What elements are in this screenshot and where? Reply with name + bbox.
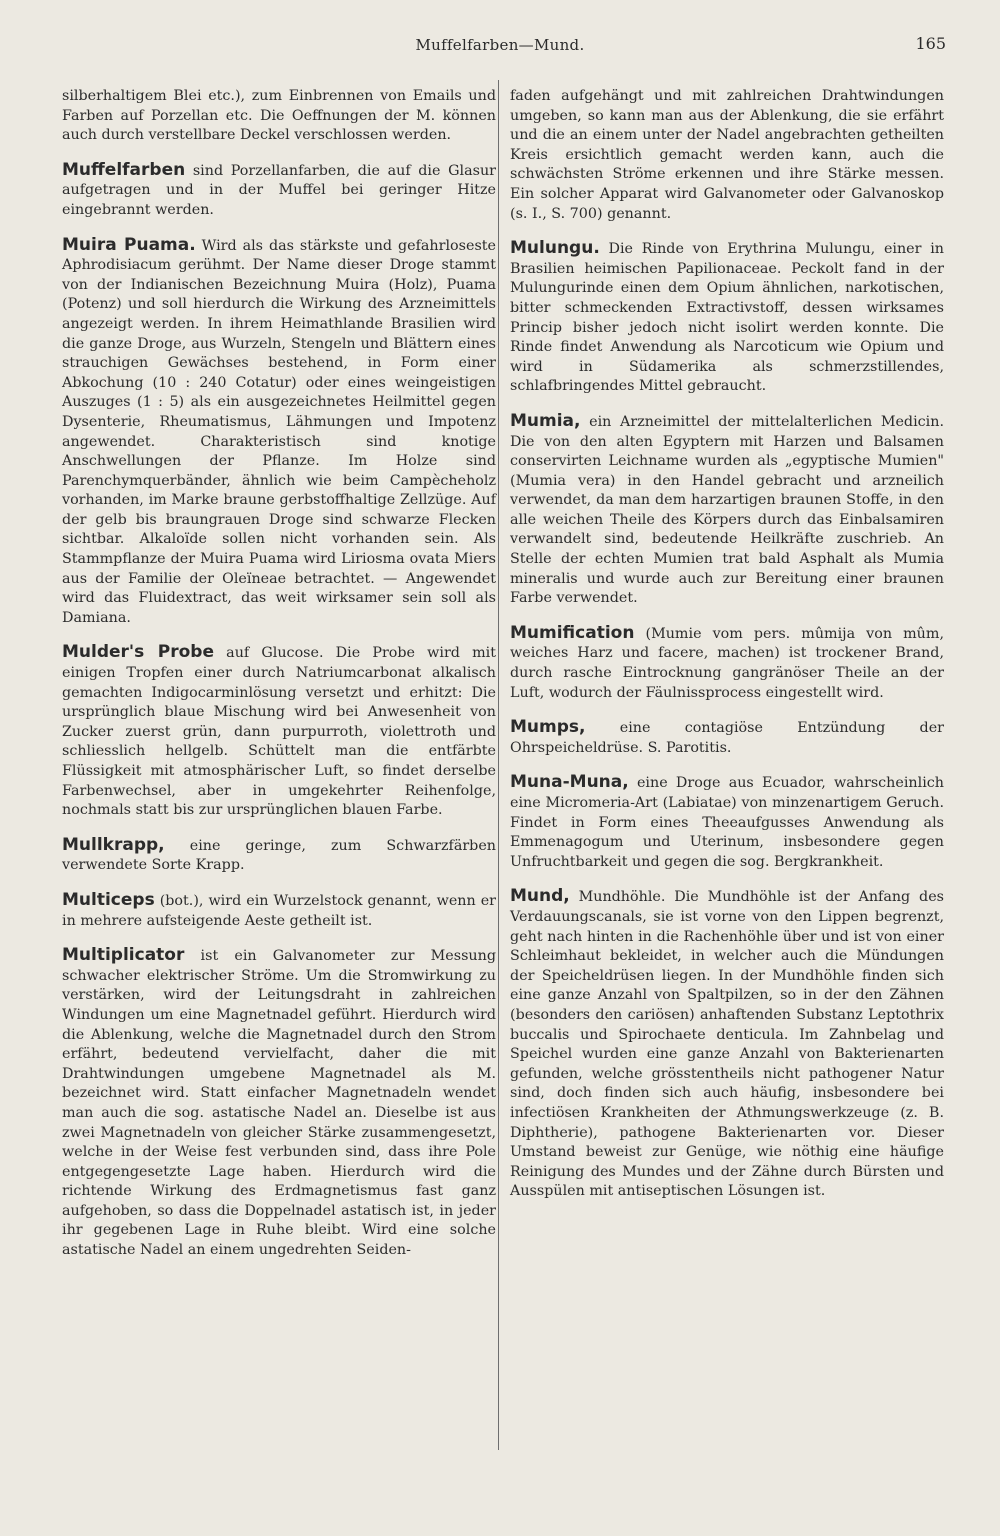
entry-text: faden aufgehängt und mit zahlreichen Drahtwindungen umgeben, so kann man aus der Ablenkung, die sie erfährt und die an einem unter der Nadel angebrachten getheilten Kreis ersichtlich gemacht werden kann, auch die schwächsten Ströme erkennen und ihre Stärke messen. Ein solcher Apparat wird Galvanometer oder Galvanoskop (s. I., S. 700) genannt. <box>510 88 944 222</box>
page-number: 165 <box>915 34 946 53</box>
entry-text: ist ein Galvanometer zur Messung schwacher elektrischer Ströme. Um die Stromwirkung zu verstärken, wird der Leitungsdraht in zahlreichen Windungen um eine Magnetnadel geführt. Hierdurch wird die Ablenkung, welche die Magnetnadel durch den Strom erfährt, bedeutend vervielfacht, daher die mit Drahtwindungen umgebene Magnetnadel als M. bezeichnet wird. Statt einfacher Magnetnadeln wendet man auch die sog. astatische Nadel an. Dieselbe ist aus zwei Magnetnadeln von gleicher Stärke zusammengesetzt, welche in der Weise fest verbunden sind, dass ihre Pole entgegengesetzte Lage haben. Hierdurch wird die richtende Wirkung des Erdmagnetismus fast ganz aufgehoben, so dass die Doppelnadel astatisch ist, in jeder ihr gegebenen Lage in Ruhe bleibt. Wird eine solche astatische Nadel an einem ungedrehten Seiden- <box>62 948 496 1259</box>
headword: Mumps, <box>510 717 586 738</box>
entry <box>510 773 944 872</box>
left-column <box>62 86 496 1276</box>
entry <box>510 239 944 397</box>
entry <box>510 718 944 758</box>
running-title: Muffelfarben—Mund. <box>415 36 585 54</box>
entry <box>62 836 496 876</box>
headword: Muira Puama. <box>62 234 196 255</box>
right-column <box>510 86 944 1217</box>
entry <box>62 86 496 146</box>
entry-text: eine contagiöse Entzündung der Ohrspeicheldrüse. S. Parotitis. <box>510 720 944 756</box>
entry-text: Wird als das stärkste und gefahrloseste Aphrodisiacum gerühmt. Der Name dieser Droge stammt von der Indianischen Bezeichnung Muira (Holz), Puama (Potenz) und soll hierdurch die Wirkung des Arzneimittels angezeigt werden. In ihrem Heimathlande Brasilien wird die ganze Droge, aus Wurzeln, Stengeln und Blättern eines strauchigen Gewächses bestehend, in Form einer Abkochung (10 : 240 Cotatur) oder eines weingeistigen Auszuges (1 : 5) als ein ausgezeichnetes Heilmittel gegen Dysenterie, Rheumatismus, Lähmungen und Impotenz angewendet. Charakteristisch sind knotige Anschwellungen der Pflanze. Im Holze sind Parenchymquerbänder, ähnlich wie beim Campècheholz vorhanden, im Marke braune gerbstoffhaltige Zellzüge. Auf der gelb bis braungrauen Droge sind schwarze Flecken sichtbar. Alkaloïde sollen nicht vorhanden sein. Als Stammpflanze der Muira Puama wird Liriosma ovata Miers aus der Familie der Oleïneae betrachtet. — Angewendet wird das Fluidextract, das weit wirksamer sein soll als Damiana. <box>62 237 496 626</box>
entry-text: auf Glucose. Die Probe wird mit einigen Tropfen einer durch Natriumcarbonat alkalisch gemachten Indigocarminlösung versetzt und erhitzt: Die ursprünglich blaue Mischung wird bei Anwesenheit von Zucker zuerst grün, dann purpurroth, violettroth und schliesslich hellgelb. Schüttelt man die entfärbte Flüssigkeit mit atmosphärischer Luft, so findet derselbe Farbenwechsel, aber in umgekehrter Reihenfolge, nochmals statt bis zur ursprünglichen blauen Farbe. <box>62 645 496 819</box>
entry-text: eine geringe, zum Schwarzfärben verwendete Sorte Krapp. <box>62 837 496 874</box>
entry <box>62 891 496 931</box>
entry-text: (Mumie vom pers. mûmija von mûm, weiches Harz und facere, machen) ist trockener Brand, durch rasche Eintrocknung gangränöser Theile an der Luft, wodurch der Fäulnissprocess eingestellt wird. <box>510 625 944 701</box>
entry-text: ein Arzneimittel der mittelalterlichen Medicin. Die von den alten Egyptern mit Harzen und Balsamen conservirten Leichname wurden als „egyptische Mumien" (Mumia vera) in den Handel gebracht und arzneilich verwendet, da man dem harzartigen braunen Stoffe, in den alle weichen Theile des Körpers durch das Einbalsamiren verwandelt sind, bedeutende Heilkräfte zuschrieb. An Stelle der echten Mumien trat bald Asphalt als Mumia mineralis und wurde auch zur Bereitung einer braunen Farbe verwendet. <box>510 413 944 607</box>
headword: Mund, <box>510 886 570 907</box>
entry <box>62 643 496 820</box>
headword: Muffelfarben <box>62 159 186 180</box>
column-divider <box>498 80 499 1450</box>
headword: Multiplicator <box>62 945 185 966</box>
entry-text: sind Porzellanfarben, die auf die Glasur aufgetragen und in der Muffel bei geringer Hitze eingebrannt werden. <box>62 162 496 218</box>
entry <box>62 161 496 221</box>
headword: Mulungu. <box>510 238 600 259</box>
entry <box>62 236 496 629</box>
entry-text: silberhaltigem Blei etc.), zum Einbrennen von Emails und Farben auf Porzellan etc. Die Oeffnungen der M. können auch durch verstellbare Deckel verschlossen werden. <box>62 88 496 144</box>
page-header <box>0 36 1000 56</box>
headword: Multiceps <box>62 889 155 910</box>
headword: Mumification <box>510 622 635 643</box>
entry-text: Die Rinde von Erythrina Mulungu, einer in Brasilien heimischen Papilionaceae. Peckolt fand in der Mulungurinde einen dem Opium ähnlichen, narkotischen, bitter schmeckenden Extractivstoff, dessen wirksames Princip bisher jedoch nicht isolirt werden konnte. Die Rinde findet Anwendung als Narcoticum wie Opium und wird in Südamerika als schmerzstillendes, schlafbringendes Mittel gebraucht. <box>510 241 944 395</box>
entry-text: (bot.), wird ein Wurzelstock genannt, wenn er in mehrere aufsteigende Aeste getheilt ist. <box>62 892 496 929</box>
headword: Mullkrapp, <box>62 834 165 855</box>
entry <box>510 624 944 703</box>
entry <box>510 86 944 224</box>
headword: Mumia, <box>510 410 581 431</box>
entry-text: Mundhöhle. Die Mundhöhle ist der Anfang des Verdauungscanals, sie ist vorne von den Lippen begrenzt, geht nach hinten in die Rachenhöhle über und ist von einer Schleimhaut bekleidet, in welcher auch die Mündungen der Speicheldrüsen liegen. In der Mundhöhle finden sich eine ganze Anzahl von Spaltpilzen, so in der den Zähnen (besonders den cariösen) anhaftenden Substanz Leptothrix buccalis und Spirochaete denticula. Im Zahnbelag und Speichel wurden eine ganze Anzahl von Bakterienarten gefunden, welche grösstentheils nicht pathogener Natur sind, doch finden sich auch häufig, insbesondere bei infectiösen Krankheiten der Athmungswerkzeuge (z. B. Diphtherie), pathogene Bakterienarten vor. Dieser Umstand beweist zur Genüge, wie nöthig eine häufige Reinigung des Mundes und der Zähne durch Bürsten und Ausspülen mit antiseptischen Lösungen ist. <box>510 889 944 1200</box>
entry <box>62 946 496 1261</box>
headword: Mulder's Probe <box>62 642 215 663</box>
entry <box>510 887 944 1202</box>
headword: Muna-Muna, <box>510 772 629 793</box>
entry <box>510 412 944 609</box>
entry-text: eine Droge aus Ecuador, wahrscheinlich eine Micromeria-Art (Labiatae) von minzenartigem Geruch. Findet in Form eines Theeaufgusses Anwendung als Emmenagogum und Uterinum, insbesondere gegen Unfruchtbarkeit und gegen die sog. Bergkrankheit. <box>510 775 944 870</box>
